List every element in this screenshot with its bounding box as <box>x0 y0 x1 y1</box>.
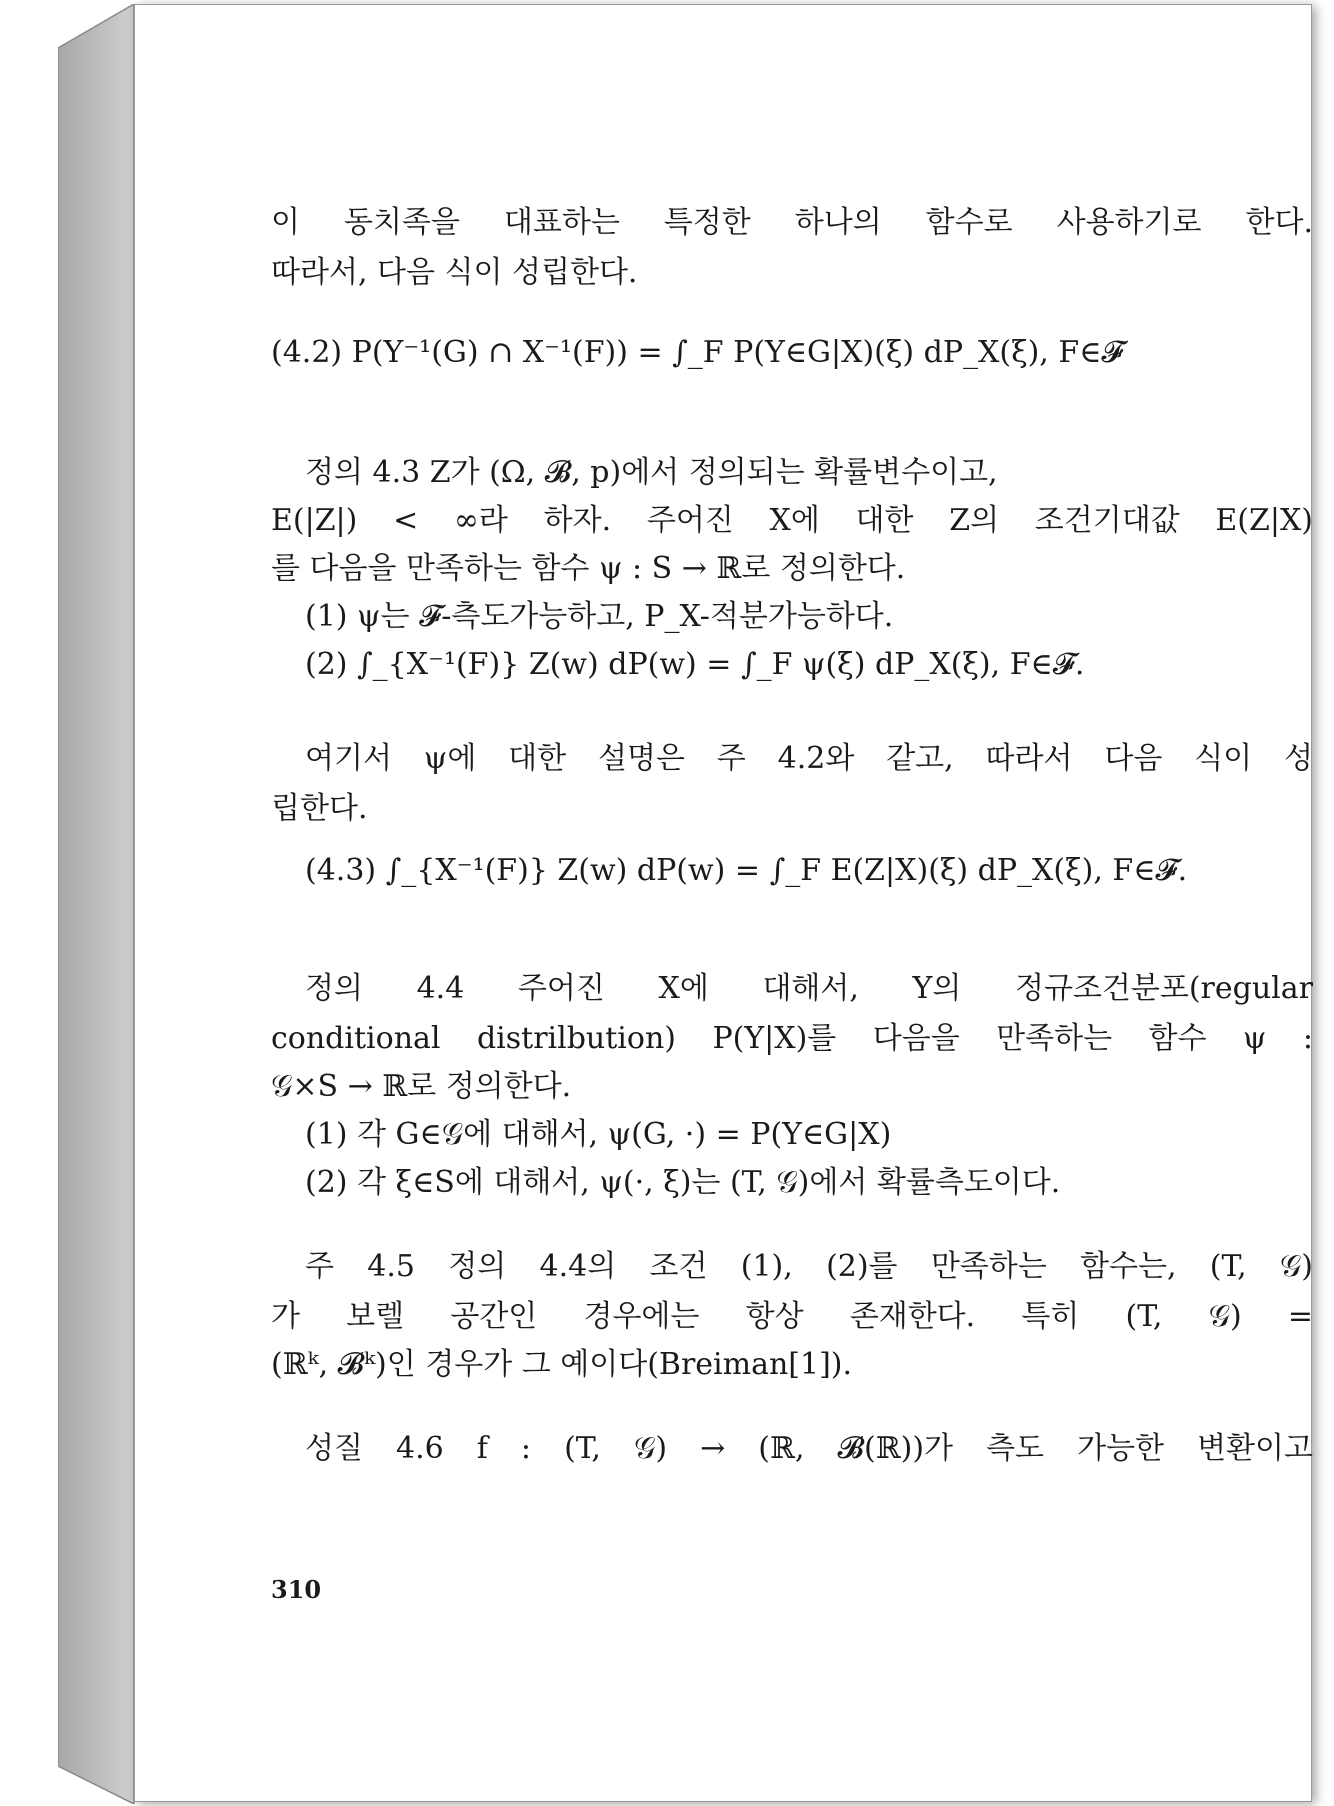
note-4-5-heading: 주 4.5 정의 4.4의 조건 (1), (2)를 만족하는 함수는, (T, 𝒢) <box>305 1249 1313 1284</box>
definition-4-4-heading: 정의 4.4 주어진 X에 대해서, Y의 정규조건분포(regular <box>305 971 1313 1006</box>
definition-4-3-heading: 정의 4.3 Z가 (Ω, 𝓑, p)에서 정의되는 확률변수이고, <box>305 455 998 490</box>
book-page <box>134 4 1312 1802</box>
text-line: conditional distrilbution) P(Y|X)를 다음을 만족하는 함수 ψ : <box>271 1021 1313 1056</box>
page-number: 310 <box>271 1575 322 1604</box>
text-line: 가 보렐 공간인 경우에는 항상 존재한다. 특히 (T, 𝒢) = <box>271 1299 1313 1334</box>
condition-item: (2) 각 ξ∈S에 대해서, ψ(·, ξ)는 (T, 𝒢)에서 확률측도이다. <box>305 1165 1061 1200</box>
book-spine <box>58 4 136 1804</box>
text-line: 여기서 ψ에 대한 설명은 주 4.2와 같고, 따라서 다음 식이 성 <box>305 741 1313 776</box>
property-4-6-heading: 성질 4.6 f : (T, 𝒢) → (ℝ, 𝓑(ℝ))가 측도 가능한 변환이고 <box>305 1431 1313 1466</box>
text-line: 립한다. <box>271 791 368 826</box>
condition-item: (1) ψ는 𝓕-측도가능하고, P_X-적분가능하다. <box>305 599 894 634</box>
text-line: 𝒢×S → ℝ로 정의한다. <box>271 1069 572 1104</box>
condition-item-equation: (2) ∫_{X⁻¹(F)} Z(w) dP(w) = ∫_F ψ(ξ) dP_X(ξ), F∈𝓕. <box>305 647 1085 682</box>
text-line: E(|Z|) < ∞라 하자. 주어진 X에 대한 Z의 조건기대값 E(Z|X) <box>271 503 1313 538</box>
text-line: 이 동치족을 대표하는 특정한 하나의 함수로 사용하기로 한다. <box>271 205 1313 240</box>
text-line: 를 다음을 만족하는 함수 ψ : S → ℝ로 정의한다. <box>271 551 906 586</box>
text-line: 따라서, 다음 식이 성립한다. <box>271 255 638 290</box>
condition-item: (1) 각 G∈𝒢에 대해서, ψ(G, ·) = P(Y∈G|X) <box>305 1117 892 1152</box>
equation-4-2: (4.2) P(Y⁻¹(G) ∩ X⁻¹(F)) = ∫_F P(Y∈G|X)(ξ) dP_X(ξ), F∈𝓕 <box>271 335 1124 370</box>
text-line: (ℝᵏ, 𝓑ᵏ)인 경우가 그 예이다(Breiman[1]). <box>271 1347 853 1382</box>
equation-4-3: (4.3) ∫_{X⁻¹(F)} Z(w) dP(w) = ∫_F E(Z|X)(ξ) dP_X(ξ), F∈𝓕. <box>305 853 1188 888</box>
